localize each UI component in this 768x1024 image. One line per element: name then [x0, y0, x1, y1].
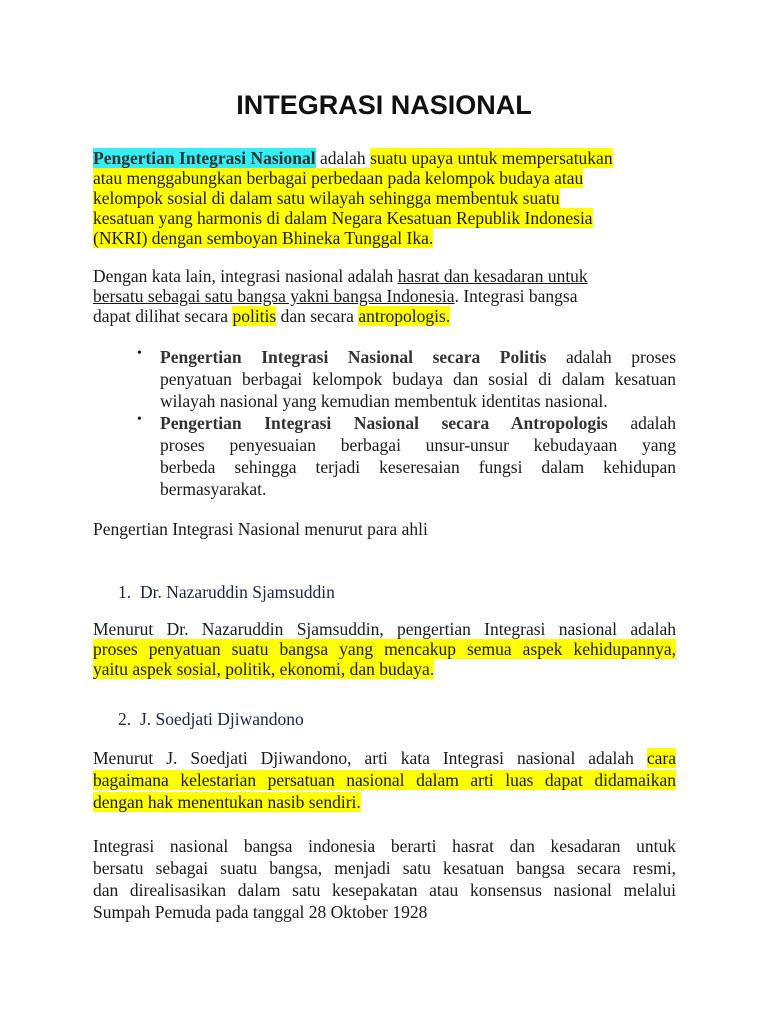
expert-name: Dr. Nazaruddin Sjamsuddin	[140, 582, 335, 602]
underlined-text: hasrat dan kesadaran untuk	[397, 266, 588, 286]
text-line	[160, 390, 676, 412]
text-segment: adalah	[607, 413, 676, 433]
text-line	[93, 639, 676, 659]
highlighted-text: bagaimana kelestarian persatuan nasional dalam arti luas dapat didamaikan	[93, 770, 676, 790]
text-line	[93, 306, 676, 326]
highlighted-text: dengan hak menentukan nasib sendiri.	[93, 792, 361, 812]
text-line	[160, 412, 676, 434]
text-segment: bermasyarakat.	[160, 479, 267, 499]
text-line	[93, 769, 676, 791]
text-line	[93, 659, 676, 679]
text-segment: penyatuan berbagai kelompok budaya dan sosial di dalam kesatuan	[160, 369, 676, 389]
list-number: 1.	[118, 582, 132, 602]
text-line	[160, 346, 676, 368]
expert-heading-1	[118, 582, 335, 603]
bold-text: Pengertian Integrasi Nasional secara Antropologis	[160, 413, 608, 433]
text-segment: Menurut J. Soedjati Djiwandono, arti kata Integrasi nasional adalah	[93, 748, 647, 768]
paragraph-experts-intro	[93, 519, 676, 539]
underlined-text: bersatu sebagai satu bangsa yakni bangsa Indonesia	[93, 286, 455, 306]
text-segment: berbeda sehingga terjadi keseresaian fungsi dalam kehidupan	[160, 457, 676, 477]
highlighted-text: Pengertian Integrasi Nasional	[93, 148, 316, 168]
text-line	[160, 434, 676, 456]
text-line	[93, 879, 676, 901]
text-line	[93, 835, 676, 857]
expert-name: J. Soedjati Djiwandono	[140, 709, 304, 729]
highlighted-text: proses penyatuan suatu bangsa yang mencakup semua aspek kehidupannya,	[93, 639, 676, 659]
text-line	[93, 208, 676, 228]
bullet-list	[137, 346, 676, 500]
text-line	[93, 857, 676, 879]
highlighted-text: cara	[646, 748, 676, 768]
text-segment: dan direalisasikan dalam satu kesepakatan atau konsensus nasional melalui	[93, 880, 676, 900]
paragraph-conclusion	[93, 835, 676, 923]
bold-text: Pengertian Integrasi Nasional secara Politis	[160, 347, 547, 367]
text-segment: Integrasi nasional bangsa indonesia berarti hasrat dan kesadaran untuk	[93, 836, 676, 856]
text-line	[93, 791, 676, 813]
text-line	[160, 478, 676, 500]
text-segment: proses penyesuaian berbagai unsur-unsur kebudayaan yang	[160, 435, 676, 455]
text-line	[93, 228, 676, 248]
paragraph-expert-1	[93, 619, 676, 679]
text-line	[93, 901, 676, 923]
text-line	[93, 148, 676, 168]
paragraph-other-words	[93, 266, 676, 326]
text-segment: Menurut Dr. Nazaruddin Sjamsuddin, pengertian Integrasi nasional adalah	[93, 619, 676, 639]
text-line	[93, 168, 676, 188]
text-line	[93, 747, 676, 769]
highlighted-text: antropologis.	[358, 306, 451, 326]
document-title: INTEGRASI NASIONAL	[236, 90, 532, 120]
bullet-icon: •	[137, 412, 142, 427]
text-segment: Dengan kata lain, integrasi nasional adalah	[93, 266, 398, 286]
paragraph-definition	[93, 148, 676, 248]
paragraph-expert-2	[93, 747, 676, 813]
highlighted-text: yaitu aspek sosial, politik, ekonomi, dan budaya.	[93, 659, 435, 679]
text-segment: dan secara	[276, 306, 359, 326]
text-segment: dapat dilihat secara	[93, 306, 233, 326]
highlighted-text: atau menggabungkan berbagai perbedaan pada kelompok budaya atau	[93, 168, 584, 188]
text-line	[93, 286, 676, 306]
list-number: 2.	[118, 709, 132, 729]
text-segment: wilayah nasional yang kemudian membentuk identitas nasional.	[160, 391, 608, 411]
text-line	[93, 519, 676, 539]
text-segment: . Integrasi bangsa	[454, 286, 578, 306]
text-line	[160, 456, 676, 478]
text-segment: bersatu sebagai suatu bangsa, menjadi satu kesatuan bangsa secara resmi,	[93, 858, 676, 878]
text-segment: adalah	[315, 148, 371, 168]
text-segment: adalah proses	[546, 347, 676, 367]
text-segment: Sumpah Pemuda pada tanggal 28 Oktober 1928	[93, 902, 428, 922]
highlighted-text: kesatuan yang harmonis di dalam Negara Kesatuan Republik Indonesia	[93, 208, 593, 228]
highlighted-text: (NKRI) dengan semboyan Bhineka Tunggal Ika.	[93, 228, 434, 248]
text-line	[93, 266, 676, 286]
bullet-icon: •	[137, 346, 142, 361]
highlighted-text: politis	[232, 306, 277, 326]
highlighted-text: suatu upaya untuk mempersatukan	[370, 148, 613, 168]
highlighted-text: kelompok sosial di dalam satu wilayah sehingga membentuk suatu	[93, 188, 560, 208]
text-line	[160, 368, 676, 390]
expert-heading-2	[118, 709, 304, 730]
text-line	[93, 188, 676, 208]
text-segment: Pengertian Integrasi Nasional menurut para ahli	[93, 519, 428, 539]
text-line	[93, 619, 676, 639]
